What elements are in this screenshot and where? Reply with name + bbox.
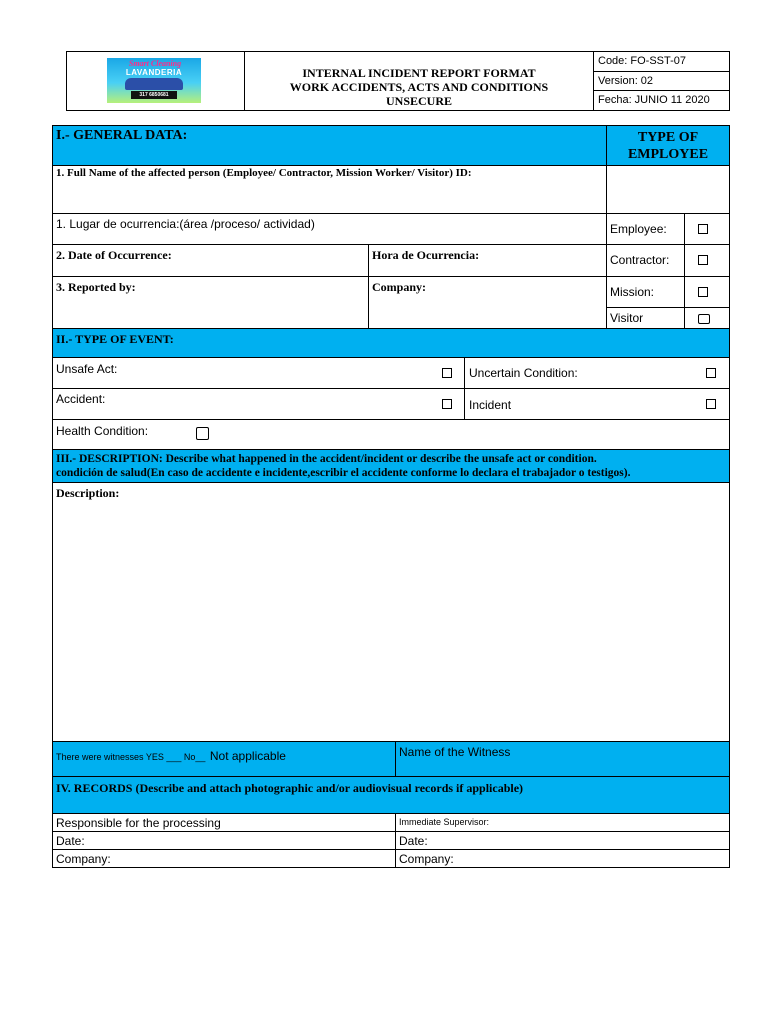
- incident-checkbox[interactable]: [706, 399, 716, 409]
- responsible-field[interactable]: [53, 814, 396, 832]
- contractor-checkbox-cell: [685, 245, 729, 277]
- doc-version: Version: 02: [598, 75, 654, 87]
- version-cell: [594, 72, 729, 91]
- title-line-3: UNSECURE: [385, 94, 452, 108]
- witness-name-label: Name of the Witness: [399, 745, 511, 759]
- employee-type-label: Employee:: [610, 222, 667, 236]
- laundry-logo: [107, 58, 201, 103]
- company-left-label: Company:: [56, 852, 111, 866]
- full-name-type-cell: [607, 166, 729, 214]
- doc-code: Code: FO-SST-07: [598, 55, 687, 67]
- section-description-header: [53, 449, 729, 483]
- witness-name-field[interactable]: [396, 741, 729, 777]
- health-condition-row: [53, 420, 729, 449]
- washing-machine-icon: [125, 78, 183, 90]
- section-description-title: III.- DESCRIPTION: Describe what happened in the accident/incident or describe the unsafe act or condition.: [56, 453, 597, 465]
- unsafe-act-label: Unsafe Act:: [56, 362, 118, 376]
- date-right-label: Date:: [399, 834, 428, 848]
- health-condition-label: Health Condition:: [56, 424, 149, 438]
- company-label: Company:: [372, 280, 427, 294]
- accident-checkbox[interactable]: [442, 399, 452, 409]
- date-left-field[interactable]: [53, 832, 396, 850]
- reported-by-field[interactable]: [53, 277, 369, 328]
- date-cell: [594, 91, 729, 110]
- section-general-title: I.- GENERAL DATA:: [56, 128, 188, 143]
- visitor-type-row: [607, 308, 685, 328]
- mission-checkbox[interactable]: [698, 287, 708, 297]
- code-cell: [594, 52, 729, 72]
- unsafe-act-row: [53, 358, 465, 389]
- logo-cell: [67, 52, 245, 110]
- type-of-employee-title: TYPE OF EMPLOYEE: [627, 130, 709, 162]
- mission-type-row: [607, 277, 685, 308]
- uncertain-condition-label: Uncertain Condition:: [469, 366, 578, 380]
- title-line-1: INTERNAL INCIDENT REPORT FORMAT: [302, 66, 536, 80]
- place-label: 1. Lugar de ocurrencia:(área /proceso/ actividad): [56, 217, 315, 231]
- title-line-2: WORK ACCIDENTS, ACTS AND CONDITIONS: [289, 80, 549, 94]
- uncertain-condition-row: [465, 358, 729, 389]
- logo-phone: 317 6850681: [131, 91, 177, 99]
- section-event-header: [53, 328, 729, 358]
- incident-label: Incident: [469, 398, 512, 412]
- supervisor-field[interactable]: [396, 814, 729, 832]
- company-right-field[interactable]: [396, 850, 729, 867]
- place-field[interactable]: [53, 214, 607, 245]
- document-title: [245, 52, 594, 110]
- logo-brand: Smart Cleaning: [128, 59, 182, 68]
- witnesses-not-applicable: Not applicable: [209, 749, 286, 763]
- header-table: [66, 51, 730, 111]
- incident-row: [465, 389, 729, 420]
- section-records-header: [53, 777, 729, 814]
- date-occurrence-label: 2. Date of Occurrence:: [56, 248, 172, 262]
- type-of-employee-header: [607, 126, 729, 166]
- description-textarea[interactable]: [53, 483, 729, 741]
- visitor-checkbox[interactable]: [698, 314, 710, 324]
- section-description-subtitle: condición de salud(En caso de accidente e incidente,escribir el accidente conforme lo declara el trabajador o testigos).: [56, 467, 631, 479]
- unsafe-act-checkbox[interactable]: [442, 368, 452, 378]
- company-field[interactable]: [369, 277, 607, 328]
- contractor-checkbox[interactable]: [698, 255, 708, 265]
- responsible-label: Responsible for the processing: [56, 816, 221, 830]
- visitor-type-label: Visitor: [610, 311, 644, 325]
- contractor-type-label: Contractor:: [610, 253, 670, 267]
- employee-type-row: [607, 214, 685, 245]
- contractor-type-row: [607, 245, 685, 277]
- description-label: Description:: [56, 486, 120, 500]
- visitor-checkbox-cell: [685, 308, 729, 328]
- reported-by-label: 3. Reported by:: [56, 280, 136, 294]
- witnesses-yes-no: There were witnesses YES ___ No__: [56, 752, 206, 762]
- section-records-title: IV. RECORDS (Describe and attach photographic and/or audiovisual records if applicable): [56, 781, 524, 795]
- time-occurrence-field[interactable]: [369, 245, 607, 277]
- health-condition-checkbox[interactable]: [196, 427, 209, 440]
- full-name-label: 1. Full Name of the affected person (Employee/ Contractor, Mission Worker/ Visitor) ID:: [56, 167, 472, 179]
- full-name-field[interactable]: [53, 166, 607, 214]
- employee-checkbox-cell: [685, 214, 729, 245]
- date-left-label: Date:: [56, 834, 85, 848]
- company-left-field[interactable]: [53, 850, 396, 867]
- accident-row: [53, 389, 465, 420]
- employee-checkbox[interactable]: [698, 224, 708, 234]
- date-occurrence-field[interactable]: [53, 245, 369, 277]
- witnesses-field[interactable]: [53, 741, 396, 777]
- section-event-title: II.- TYPE OF EVENT:: [56, 332, 174, 346]
- doc-date: Fecha: JUNIO 11 2020: [598, 94, 710, 106]
- company-right-label: Company:: [399, 852, 454, 866]
- date-right-field[interactable]: [396, 832, 729, 850]
- time-occurrence-label: Hora de Ocurrencia:: [372, 248, 480, 262]
- logo-name: LAVANDERIA: [125, 68, 183, 77]
- accident-label: Accident:: [56, 392, 106, 406]
- mission-type-label: Mission:: [610, 285, 655, 299]
- witnesses-question: [56, 747, 286, 765]
- uncertain-condition-checkbox[interactable]: [706, 368, 716, 378]
- section-general-header: [53, 126, 607, 166]
- supervisor-label: Immediate Supervisor:: [399, 817, 490, 827]
- mission-checkbox-cell: [685, 277, 729, 308]
